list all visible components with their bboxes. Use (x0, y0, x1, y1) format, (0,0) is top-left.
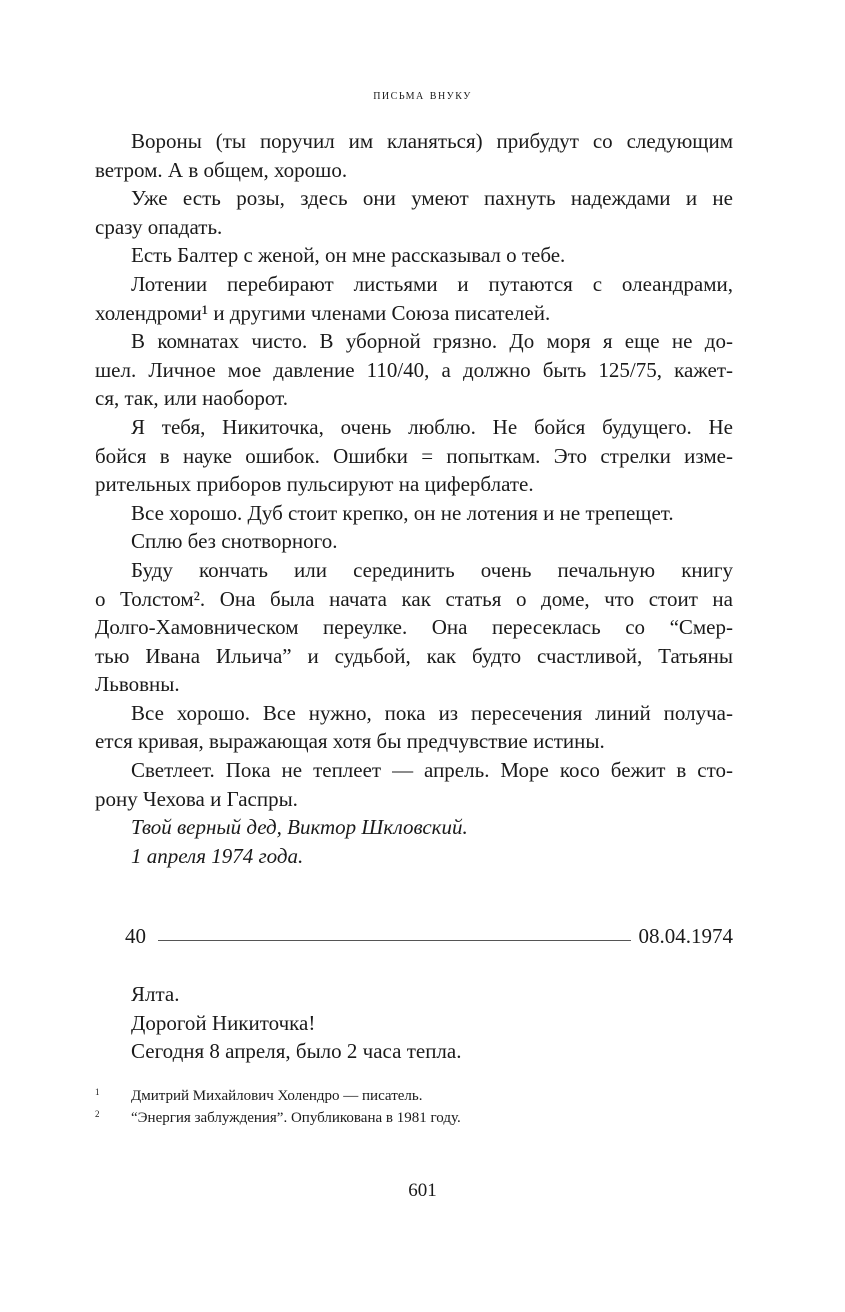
text-line: ветром. А в общем, хорошо. (95, 157, 348, 182)
text-line: холендроми¹ и другими членами Союза писателей. (95, 300, 551, 325)
letter-date: 08.04.1974 (638, 924, 733, 948)
separator-rule (158, 940, 631, 941)
text-line: ся, так, или наоборот. (95, 386, 288, 411)
running-header: письма внуку (373, 88, 472, 103)
footnote-number: 1 (95, 1087, 100, 1097)
text-line: Сплю без снотворного. (131, 529, 338, 554)
signature-line: 1 апреля 1974 года. (131, 843, 304, 868)
signature-line: Твой верный дед, Виктор Шкловский. (131, 815, 468, 840)
page-number: 601 (408, 1180, 437, 1201)
text-line: рону Чехова и Гаспры. (95, 786, 298, 811)
text-line: тью Ивана Ильича” и судьбой, как будто счастливой, Татьяны (95, 643, 733, 668)
text-line: ется кривая, выражающая хотя бы предчувствие истины. (95, 729, 605, 754)
footnote (95, 1085, 461, 1107)
text-line: Я тебя, Никиточка, очень люблю. Не бойся будущего. Не (131, 414, 733, 439)
text-line: Есть Балтер с женой, он мне рассказывал о тебе. (131, 243, 566, 268)
text-line: шел. Личное мое давление 110/40, а должно быть 125/75, кажет- (95, 357, 733, 382)
text-line: Светлеет. Пока не теплеет — апрель. Море косо бежит в сто- (131, 758, 733, 783)
letter-line: Ялта. (131, 982, 180, 1006)
text-line: о Толстом². Она была начата как статья о доме, что стоит на (95, 586, 733, 611)
text-line: В комнатах чисто. В уборной грязно. До моря я еще не до- (131, 329, 733, 354)
text-line: рительных приборов пульсируют на циферблате. (95, 472, 534, 497)
letter-line: Сегодня 8 апреля, было 2 часа тепла. (131, 1039, 462, 1064)
footnote-text: Дмитрий Михайлович Холендро — писатель. (131, 1088, 423, 1104)
text-line: бойся в науке ошибок. Ошибки = попыткам. Это стрелки изме- (95, 443, 733, 468)
footnote (95, 1107, 461, 1129)
text-line: Уже есть розы, здесь они умеют пахнуть надеждами и не (131, 186, 733, 211)
footnote-text: “Энергия заблуждения”. Опубликована в 1981 году. (131, 1110, 461, 1126)
text-line: Все хорошо. Все нужно, пока из пересечения линий получа- (131, 700, 733, 725)
footnotes (95, 1085, 461, 1129)
text-line: Вороны (ты поручил им кланяться) прибудут со следующим (131, 129, 733, 153)
body-text (95, 127, 733, 870)
text-line: Лотении перебирают листьями и путаются с олеандрами, (131, 271, 733, 296)
text-line: сразу опадать. (95, 214, 223, 239)
text-line: Долго-Хамовническом переулке. Она пересеклась со “Смер- (95, 615, 733, 640)
letter-line: Дорогой Никиточка! (131, 1010, 316, 1035)
letter-number: 40 (125, 924, 146, 948)
text-line: Львовны. (95, 672, 180, 697)
text-line: Все хорошо. Дуб стоит крепко, он не лотения и не трепещет. (131, 500, 674, 525)
letter-opening (131, 980, 461, 1066)
letter-separator (125, 924, 733, 949)
footnote-number: 2 (95, 1109, 100, 1119)
text-line: Буду кончать или серединить очень печальную книгу (131, 557, 733, 582)
